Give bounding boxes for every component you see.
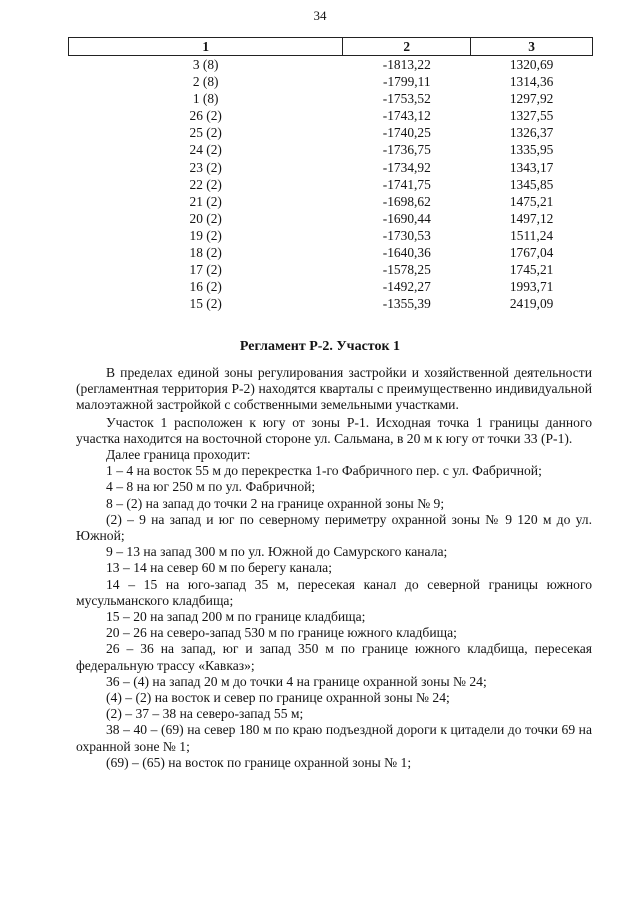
paragraph: 1 – 4 на восток 55 м до перекрестка 1-го Фабричного пер. с ул. Фабричной; xyxy=(106,463,542,479)
column-header: 2 xyxy=(343,38,471,56)
paragraph: (2) – 37 – 38 на северо-запад 55 м; xyxy=(106,706,304,722)
point-id-cell: 15 (2) xyxy=(189,296,222,312)
y-coordinate-cell: 1511,24 xyxy=(510,227,554,243)
table-row xyxy=(69,159,593,176)
paragraph: 9 – 13 на запад 300 м по ул. Южной до Самурского канала; xyxy=(106,544,448,560)
table-row xyxy=(69,244,593,261)
y-coordinate-cell: 1343,17 xyxy=(509,159,554,175)
point-id-cell: 25 (2) xyxy=(189,125,222,141)
paragraph: 14 – 15 на юго-запад 35 м, пересекая канал до северной границы южного мусульманского кладбища; xyxy=(76,576,592,608)
y-coordinate-cell: 1475,21 xyxy=(509,193,554,209)
paragraph: 36 – (4) на запад 20 м до точки 4 на границе охранной зоны № 24; xyxy=(106,673,487,689)
table-row xyxy=(69,124,593,141)
table-row xyxy=(69,295,593,312)
paragraph: 26 – 36 на запад, юг и запад 350 м по границе южного кладбища, пересекая федеральную трассу «Кавказ»; xyxy=(76,641,592,673)
column-header: 1 xyxy=(69,38,343,56)
coordinates-table xyxy=(68,37,593,312)
paragraph: В пределах единой зоны регулирования застройки и хозяйственной деятельности (регламентная территория Р-2) находятся кварталы с преимущественно индивидуальной малоэтажной застройкой с собственными земельными участками. xyxy=(76,365,592,413)
paragraph: (69) – (65) на восток по границе охранной зоны № 1; xyxy=(106,754,412,770)
point-id-cell: 23 (2) xyxy=(189,159,222,175)
section-title: Регламент Р-2. Участок 1 xyxy=(239,339,401,354)
x-coordinate-cell: -1741,75 xyxy=(382,176,431,192)
paragraph: 20 – 26 на северо-запад 530 м по границе южного кладбища; xyxy=(106,625,457,641)
point-id-cell: 21 (2) xyxy=(189,193,222,209)
paragraph: Далее граница проходит: xyxy=(106,447,251,463)
table-row xyxy=(69,107,593,124)
point-id-cell: 19 (2) xyxy=(189,227,222,243)
paragraph: 13 – 14 на север 60 м по берегу канала; xyxy=(106,560,332,576)
paragraph: 4 – 8 на юг 250 м по ул. Фабричной; xyxy=(106,479,316,495)
y-coordinate-cell: 1320,69 xyxy=(509,57,554,72)
point-id-cell: 18 (2) xyxy=(189,245,222,261)
y-coordinate-cell: 1335,95 xyxy=(509,142,554,158)
point-id-cell: 22 (2) xyxy=(189,176,222,192)
table-header-row xyxy=(69,38,593,56)
x-coordinate-cell: -1730,53 xyxy=(382,227,431,243)
table-row xyxy=(69,90,593,107)
y-coordinate-cell: 1345,85 xyxy=(509,176,554,192)
point-id-cell: 3 (8) xyxy=(192,57,219,72)
y-coordinate-cell: 2419,09 xyxy=(509,296,554,312)
x-coordinate-cell: -1799,11 xyxy=(383,74,431,90)
table-row xyxy=(69,193,593,210)
paragraph: 38 – 40 – (69) на север 180 м по краю подъездной дороги к цитадели до точки 69 на охранной зоне № 1; xyxy=(76,722,592,754)
x-coordinate-cell: -1734,92 xyxy=(382,159,431,175)
table-row xyxy=(69,56,593,74)
point-id-cell: 26 (2) xyxy=(189,108,222,124)
y-coordinate-cell: 1314,36 xyxy=(509,74,554,90)
table-row xyxy=(69,227,593,244)
x-coordinate-cell: -1698,62 xyxy=(382,193,431,209)
page-number: 34 xyxy=(313,8,327,23)
table-row xyxy=(69,261,593,278)
table-row xyxy=(69,210,593,227)
table-row xyxy=(69,73,593,90)
paragraph: 8 – (2) на запад до точки 2 на границе охранной зоны № 9; xyxy=(106,495,445,511)
point-id-cell: 1 (8) xyxy=(192,91,219,107)
point-id-cell: 20 (2) xyxy=(189,210,222,226)
x-coordinate-cell: -1740,25 xyxy=(382,125,431,141)
point-id-cell: 16 (2) xyxy=(189,279,222,295)
x-coordinate-cell: -1355,39 xyxy=(382,296,431,312)
x-coordinate-cell: -1690,44 xyxy=(382,210,431,226)
x-coordinate-cell: -1813,22 xyxy=(382,57,431,72)
point-id-cell: 17 (2) xyxy=(189,262,222,278)
y-coordinate-cell: 1745,21 xyxy=(509,262,554,278)
table-row xyxy=(69,176,593,193)
document-body xyxy=(76,365,592,771)
x-coordinate-cell: -1753,52 xyxy=(382,91,431,107)
column-header: 3 xyxy=(471,38,593,56)
y-coordinate-cell: 1993,71 xyxy=(509,279,554,295)
paragraph: (2) – 9 на запад и юг по северному периметру охранной зоны № 9 120 м до ул. Южной; xyxy=(76,511,592,544)
y-coordinate-cell: 1297,92 xyxy=(509,91,554,107)
x-coordinate-cell: -1578,25 xyxy=(382,262,431,278)
point-id-cell: 24 (2) xyxy=(189,142,222,158)
table-row xyxy=(69,141,593,158)
table-row xyxy=(69,278,593,295)
table-body xyxy=(69,56,593,313)
y-coordinate-cell: 1497,12 xyxy=(509,210,554,226)
paragraph: Участок 1 расположен к югу от зоны Р-1. Исходная точка 1 границы данного участка находится на восточной стороне ул. Сальмана, в 20 м к югу от точки 33 (Р-1). xyxy=(76,414,592,446)
paragraph: 15 – 20 на запад 200 м по границе кладбища; xyxy=(106,609,366,625)
x-coordinate-cell: -1492,27 xyxy=(382,279,431,295)
point-id-cell: 2 (8) xyxy=(192,74,219,90)
y-coordinate-cell: 1767,04 xyxy=(509,245,554,261)
x-coordinate-cell: -1640,36 xyxy=(382,245,431,261)
y-coordinate-cell: 1326,37 xyxy=(509,125,554,141)
x-coordinate-cell: -1736,75 xyxy=(382,142,431,158)
paragraph: (4) – (2) на восток и север по границе охранной зоны № 24; xyxy=(106,690,450,706)
x-coordinate-cell: -1743,12 xyxy=(382,108,431,124)
y-coordinate-cell: 1327,55 xyxy=(509,108,554,124)
